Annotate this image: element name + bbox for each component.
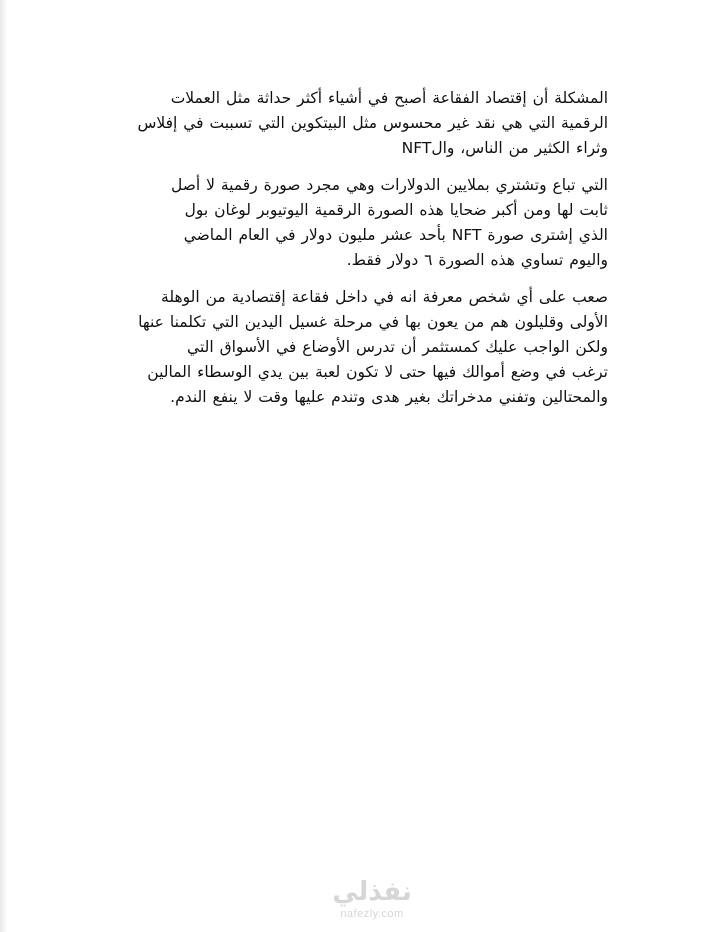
text-line: واليوم تساوي هذه الصورة ٦ دولار فقط. xyxy=(346,251,608,269)
watermark-logo xyxy=(312,876,432,920)
text-line: والمحتالين وتفني مدخراتك بغير هدى وتندم عليها وقت لا ينفع الندم. xyxy=(170,388,608,406)
watermark-url: nafezly.com xyxy=(340,908,404,920)
paragraph-1 xyxy=(118,86,608,161)
document-body xyxy=(118,86,608,422)
text-line: الأولى وقليلون هم من يعون بها في مرحلة غسيل اليدين التي تكلمنا عنها xyxy=(138,313,608,331)
watermark-brand: نفذلي xyxy=(332,877,412,907)
text-line: ثابت لها ومن أكبر ضحايا هذه الصورة الرقمية اليوتيوبر لوغان بول xyxy=(184,201,608,219)
text-line: ترغب في وضع أموالك فيها حتى لا تكون لعبة بين يدي الوسطاء المالين xyxy=(147,363,608,381)
page-edge-shadow xyxy=(0,0,8,932)
text-line: صعب على أي شخص معرفة انه في داخل فقاعة إقتصادية من الوهلة xyxy=(161,288,608,306)
text-line: ولكن الواجب عليك كمستثمر أن تدرس الأوضاع في الأسواق التي xyxy=(187,338,608,356)
text-line: التي تباع وتشتري بملايين الدولارات وهي مجرد صورة رقمية لا أصل xyxy=(170,176,608,194)
text-line: المشكلة أن إقتصاد الفقاعة أصبح في أشياء أكثر حداثة مثل العملات xyxy=(170,89,608,107)
text-line: وثراء الكثير من الناس، والNFT xyxy=(401,139,608,157)
paragraph-3 xyxy=(118,285,608,410)
text-line: الذي إشترى صورة NFT بأحد عشر مليون دولار في العام الماضي xyxy=(183,226,608,244)
paragraph-2 xyxy=(118,173,608,273)
text-line: الرقمية التي هي نقد غير محسوس مثل البيتكوين التي تسببت في إفلاس xyxy=(137,114,608,132)
